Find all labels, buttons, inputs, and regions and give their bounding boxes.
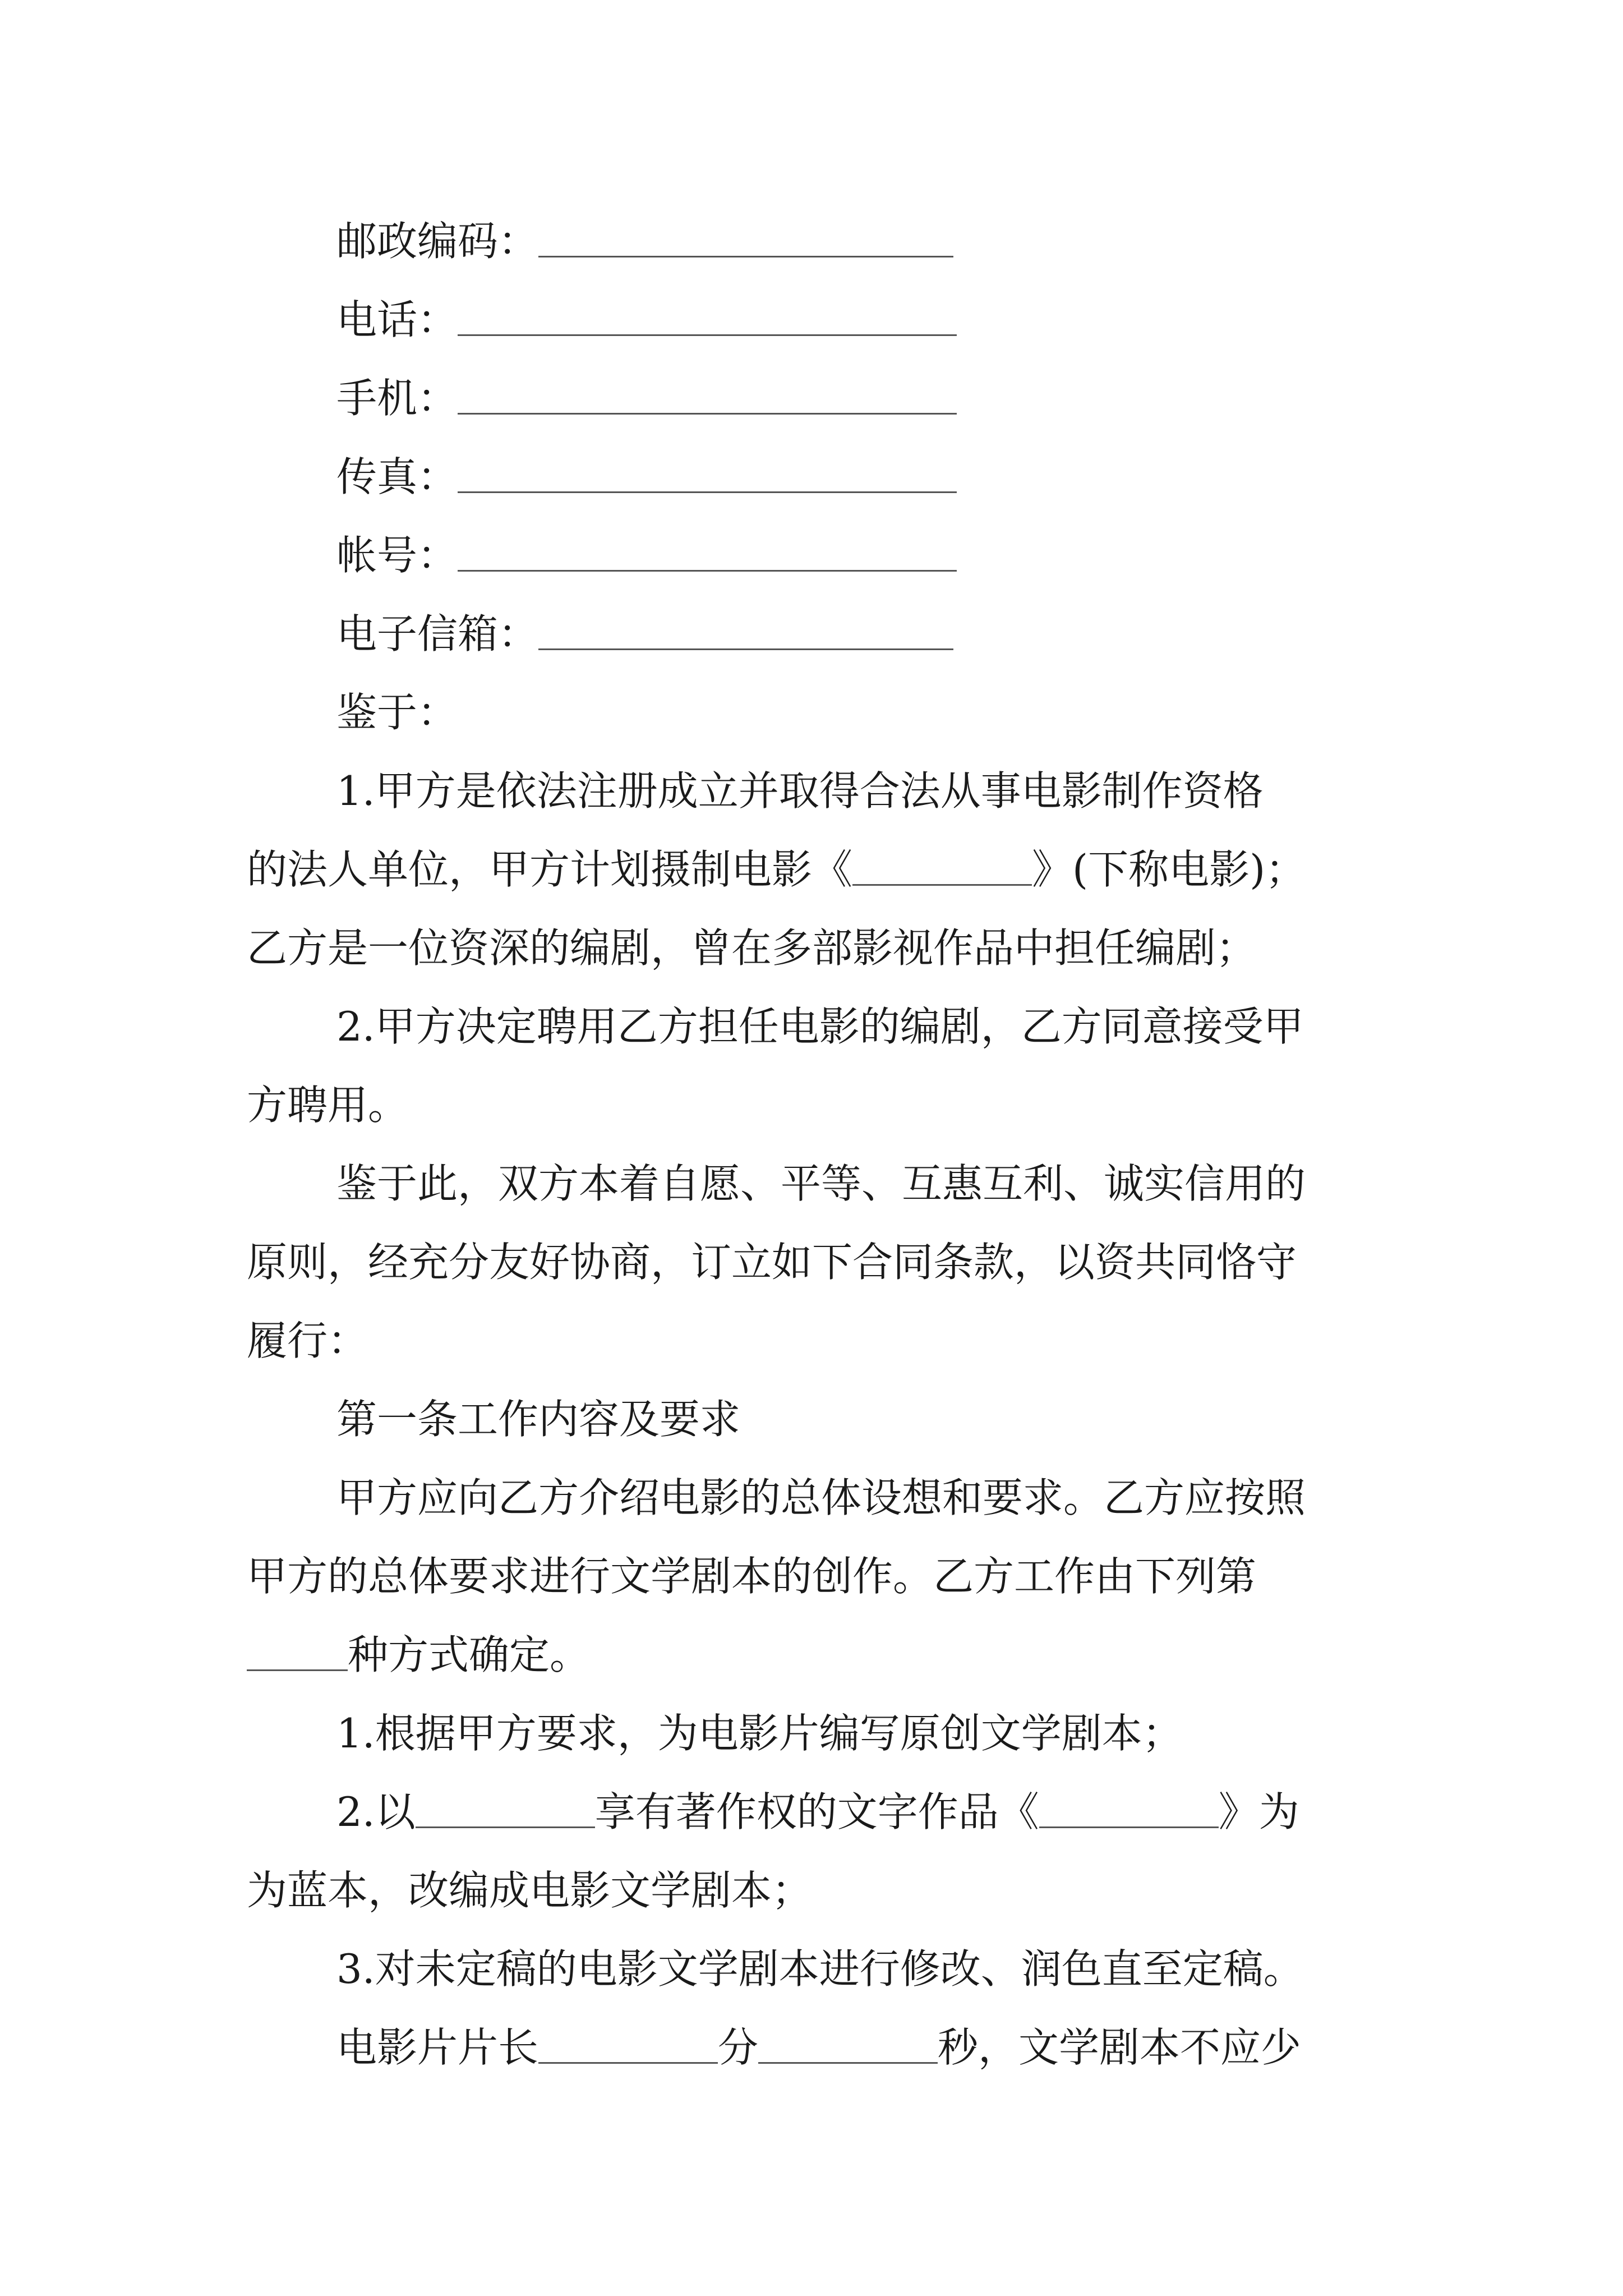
opt2-text-c: 》为 (1218, 1788, 1299, 1835)
phone-row (0, 280, 1623, 359)
item1-text-b: 》(下称电影)； (1032, 846, 1306, 893)
phone-label: 电话： (336, 296, 458, 343)
method-number-blank[interactable] (247, 1636, 348, 1671)
minutes-blank[interactable] (538, 2028, 718, 2064)
fax-row (0, 438, 1623, 516)
film-title-blank[interactable] (852, 850, 1032, 886)
mobile-label: 手机： (336, 375, 458, 422)
article1-option1: 1.根据甲方要求，为电影片编写原创文学剧本； (336, 1710, 1183, 1757)
account-blank[interactable] (458, 536, 957, 572)
whereas-item1-line2 (0, 830, 1623, 909)
mobile-row (0, 359, 1623, 438)
postcode-blank[interactable] (538, 222, 953, 257)
copyright-holder-blank[interactable] (416, 1793, 595, 1828)
article1-option2-line2: 为蓝本，改编成电影文学剧本； (247, 1867, 813, 1914)
whereas-heading: 鉴于： (336, 689, 458, 736)
seconds-blank[interactable] (758, 2028, 938, 2064)
whereas-item2-line1: 2.甲方决定聘用乙方担任电影的编剧，乙方同意接受甲 (336, 1003, 1304, 1050)
article1-para-line3 (0, 1616, 1623, 1694)
email-label: 电子信箱： (336, 610, 539, 657)
opt2-text-b: 享有著作权的文字作品《 (594, 1788, 1039, 1835)
email-row (0, 595, 1623, 673)
article1-option2-line1 (0, 1773, 1623, 1851)
mobile-blank[interactable] (458, 379, 957, 415)
whereas-item1-line1: 1.甲方是依法注册成立并取得合法从事电影制作资格 (336, 767, 1264, 815)
phone-blank[interactable] (458, 301, 957, 336)
article1-heading: 第一条工作内容及要求 (336, 1396, 741, 1443)
email-blank[interactable] (538, 615, 953, 650)
article1-para-line2: 甲方的总体要求进行文学剧本的创作。乙方工作由下列第 (247, 1553, 1257, 1600)
whereas-item2-line2: 方聘用。 (247, 1082, 409, 1129)
preamble-line3: 履行： (247, 1317, 368, 1364)
method-text: 种方式确定。 (348, 1631, 591, 1678)
length-text-c: 秒，文学剧本不应少 (938, 2024, 1302, 2071)
article1-para-line1: 甲方应向乙方介绍电影的总体设想和要求。乙方应按照 (336, 1474, 1306, 1521)
film-length-line (0, 2008, 1623, 2087)
account-row (0, 516, 1623, 595)
item1-text-a: 的法人单位，甲方计划摄制电影《 (247, 846, 853, 893)
preamble-line2: 原则，经充分友好协商，订立如下合同条款，以资共同恪守 (247, 1239, 1297, 1286)
length-text-b: 分 (718, 2024, 759, 2071)
length-text-a: 电影片片长 (336, 2024, 539, 2071)
fax-blank[interactable] (458, 458, 957, 493)
article1-option3: 3.对未定稿的电影文学剧本进行修改、润色直至定稿。 (336, 1945, 1304, 1993)
work-title-blank[interactable] (1039, 1793, 1219, 1828)
fax-label: 传真： (336, 453, 458, 500)
opt2-text-a: 2.以 (336, 1788, 416, 1835)
whereas-item1-line3: 乙方是一位资深的编剧，曾在多部影视作品中担任编剧； (247, 924, 1257, 972)
preamble-line1: 鉴于此，双方本着自愿、平等、互惠互利、诚实信用的 (336, 1160, 1306, 1207)
account-label: 帐号： (336, 532, 458, 579)
postcode-label: 邮政编码： (336, 218, 539, 265)
postcode-row (0, 202, 1623, 280)
